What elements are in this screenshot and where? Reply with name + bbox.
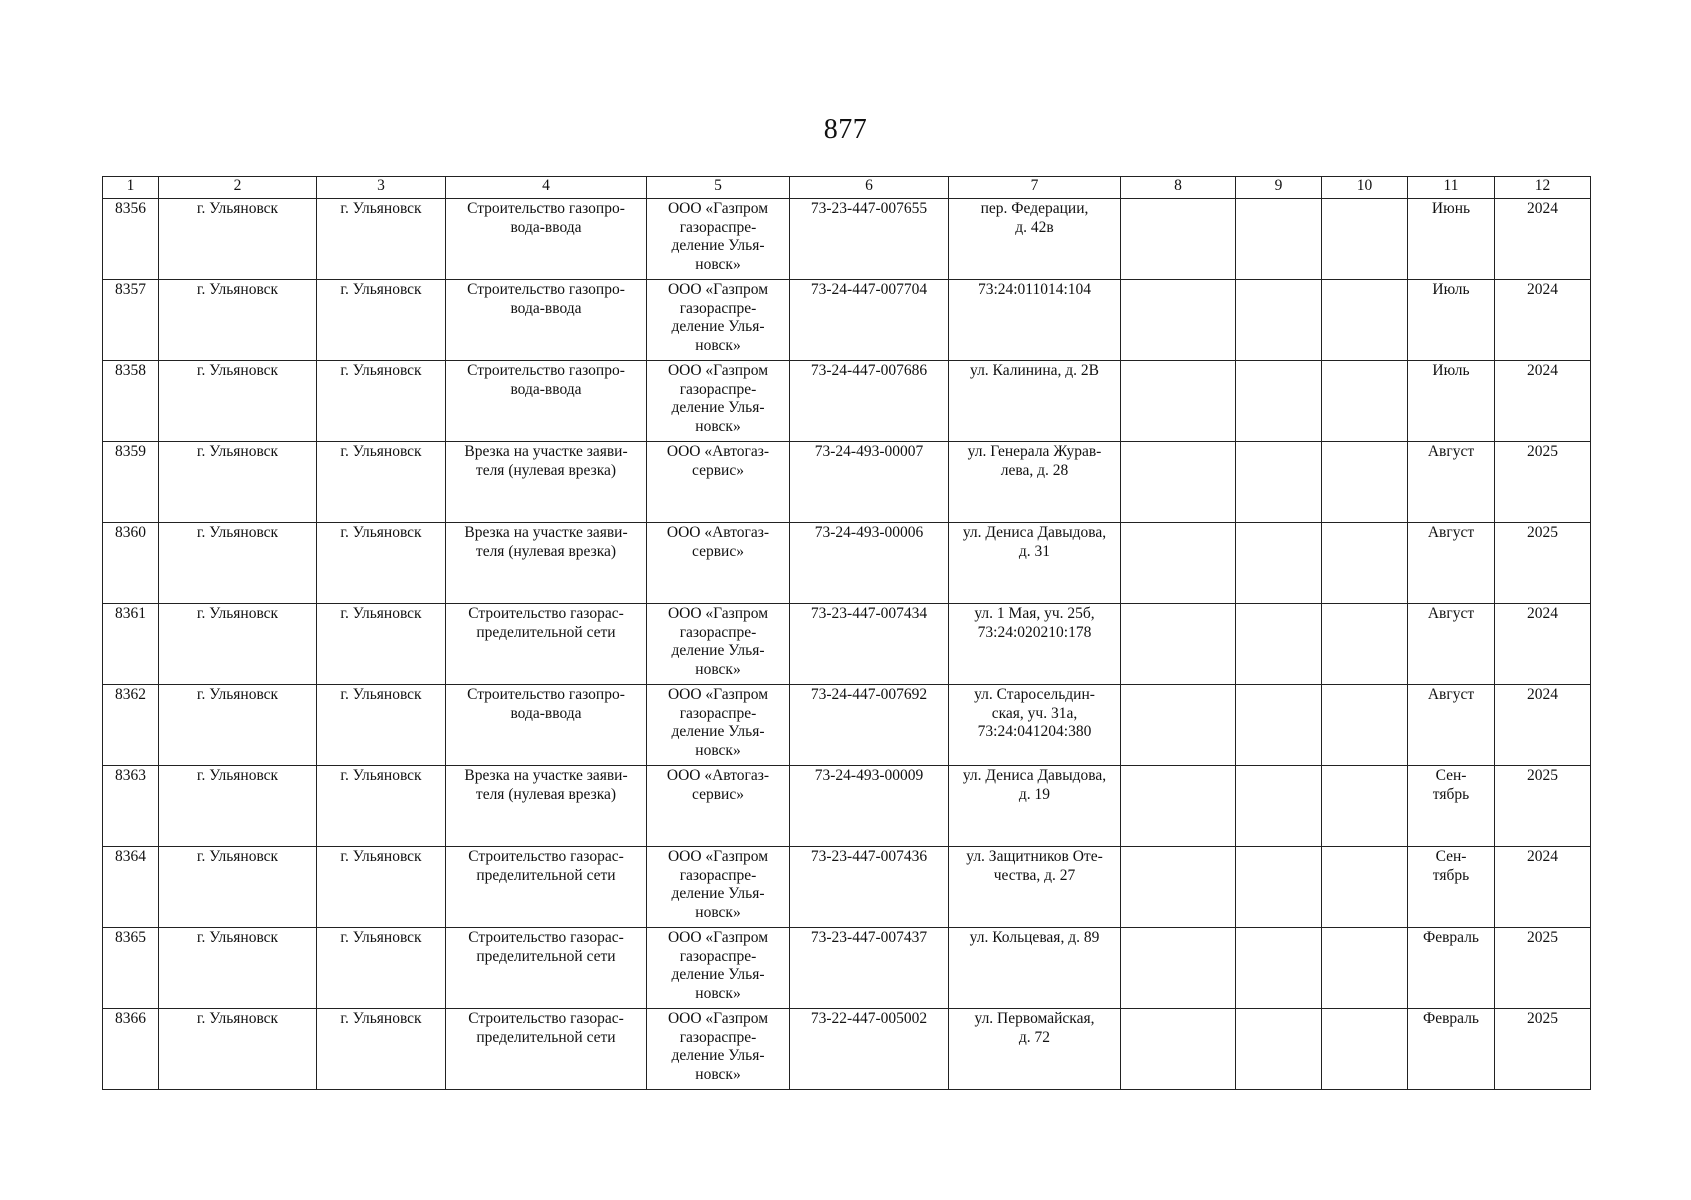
row-number-cell bbox=[103, 766, 159, 847]
column-10-cell bbox=[1322, 766, 1408, 847]
district-cell-text: г. Ульяновск bbox=[196, 443, 279, 460]
organization-cell bbox=[647, 766, 790, 847]
address-cell-text: ул. 1 Мая, уч. 25б, 73:24:020210:178 bbox=[974, 605, 1095, 641]
table-row bbox=[103, 928, 1591, 1009]
work-type-cell-text: Строительство газорас- пределительной сети bbox=[468, 848, 624, 884]
address-cell bbox=[949, 361, 1121, 442]
locality-cell bbox=[317, 928, 446, 1009]
address-cell-text: ул. Первомайская, д. 72 bbox=[974, 1010, 1095, 1046]
address-cell-text: пер. Федерации, д. 42в bbox=[980, 200, 1089, 236]
month-cell bbox=[1408, 766, 1495, 847]
column-8-cell bbox=[1121, 361, 1236, 442]
table-row bbox=[103, 604, 1591, 685]
organization-cell bbox=[647, 847, 790, 928]
column-10-cell bbox=[1322, 685, 1408, 766]
year-cell-text: 2024 bbox=[1527, 362, 1558, 379]
column-9-cell bbox=[1236, 685, 1322, 766]
work-type-cell-text: Строительство газопро- вода-ввода bbox=[467, 686, 625, 722]
district-cell bbox=[159, 442, 317, 523]
column-number: 9 bbox=[1236, 177, 1322, 199]
project-code-cell-text: 73-24-493-00009 bbox=[814, 767, 924, 784]
district-cell bbox=[159, 523, 317, 604]
organization-cell bbox=[647, 685, 790, 766]
month-cell bbox=[1408, 442, 1495, 523]
table-header bbox=[103, 177, 1591, 199]
project-code-cell bbox=[790, 685, 949, 766]
locality-cell bbox=[317, 604, 446, 685]
column-8-cell bbox=[1121, 1009, 1236, 1090]
year-cell-text: 2025 bbox=[1527, 443, 1558, 460]
row-number-cell bbox=[103, 280, 159, 361]
column-9-cell bbox=[1236, 361, 1322, 442]
row-number-cell-text: 8359 bbox=[115, 443, 146, 460]
address-cell-text: 73:24:011014:104 bbox=[977, 281, 1092, 298]
month-cell bbox=[1408, 361, 1495, 442]
address-cell-text: ул. Старосельдин- ская, уч. 31а, 73:24:041204:380 bbox=[974, 686, 1095, 740]
column-9-cell bbox=[1236, 199, 1322, 280]
row-number-cell bbox=[103, 847, 159, 928]
row-number-cell bbox=[103, 199, 159, 280]
district-cell bbox=[159, 685, 317, 766]
row-number-cell-text: 8365 bbox=[115, 929, 146, 946]
row-number-cell bbox=[103, 604, 159, 685]
organization-cell-text: ООО «Автогаз- сервис» bbox=[666, 524, 770, 560]
table-row bbox=[103, 766, 1591, 847]
row-number-cell bbox=[103, 1009, 159, 1090]
work-type-cell-text: Врезка на участке заяви- теля (нулевая врезка) bbox=[464, 443, 628, 479]
district-cell bbox=[159, 766, 317, 847]
locality-cell bbox=[317, 199, 446, 280]
locality-cell-text: г. Ульяновск bbox=[340, 443, 422, 460]
locality-cell bbox=[317, 766, 446, 847]
month-cell-text: Август bbox=[1427, 524, 1475, 541]
organization-cell bbox=[647, 604, 790, 685]
row-number-cell-text: 8356 bbox=[115, 200, 146, 217]
project-code-cell-text: 73-23-447-007436 bbox=[810, 848, 928, 865]
column-8-cell bbox=[1121, 523, 1236, 604]
table-row bbox=[103, 1009, 1591, 1090]
month-cell bbox=[1408, 928, 1495, 1009]
district-cell-text: г. Ульяновск bbox=[196, 686, 279, 703]
district-cell-text: г. Ульяновск bbox=[196, 281, 279, 298]
organization-cell-text: ООО «Газпром газораспре- деление Улья- новск» bbox=[667, 200, 769, 273]
organization-cell bbox=[647, 523, 790, 604]
table-row bbox=[103, 199, 1591, 280]
work-type-cell-text: Строительство газорас- пределительной сети bbox=[468, 929, 624, 965]
district-cell bbox=[159, 847, 317, 928]
column-number: 2 bbox=[159, 177, 317, 199]
column-number: 3 bbox=[317, 177, 446, 199]
column-9-cell bbox=[1236, 604, 1322, 685]
year-cell-text: 2025 bbox=[1527, 929, 1558, 946]
row-number-cell-text: 8364 bbox=[115, 848, 146, 865]
work-type-cell bbox=[446, 199, 647, 280]
work-type-cell-text: Строительство газопро- вода-ввода bbox=[467, 281, 625, 317]
organization-cell bbox=[647, 280, 790, 361]
month-cell-text: Сен- тябрь bbox=[1432, 767, 1470, 803]
district-cell bbox=[159, 280, 317, 361]
column-10-cell bbox=[1322, 523, 1408, 604]
locality-cell bbox=[317, 1009, 446, 1090]
address-cell-text: ул. Дениса Давыдова, д. 31 bbox=[962, 524, 1107, 560]
organization-cell bbox=[647, 361, 790, 442]
organization-cell-text: ООО «Газпром газораспре- деление Улья- новск» bbox=[667, 686, 769, 759]
column-10-cell bbox=[1322, 361, 1408, 442]
column-number: 1 bbox=[103, 177, 159, 199]
address-cell-text: ул. Калинина, д. 2В bbox=[970, 362, 1099, 379]
project-code-cell bbox=[790, 442, 949, 523]
locality-cell-text: г. Ульяновск bbox=[340, 767, 422, 784]
row-number-cell-text: 8362 bbox=[115, 686, 146, 703]
row-number-cell bbox=[103, 442, 159, 523]
work-type-cell bbox=[446, 685, 647, 766]
year-cell bbox=[1495, 280, 1591, 361]
district-cell bbox=[159, 604, 317, 685]
column-9-cell bbox=[1236, 928, 1322, 1009]
column-8-cell bbox=[1121, 847, 1236, 928]
address-cell bbox=[949, 442, 1121, 523]
address-cell bbox=[949, 928, 1121, 1009]
column-8-cell bbox=[1121, 280, 1236, 361]
table-row bbox=[103, 847, 1591, 928]
district-cell-text: г. Ульяновск bbox=[196, 200, 279, 217]
address-cell bbox=[949, 1009, 1121, 1090]
year-cell-text: 2024 bbox=[1527, 200, 1558, 217]
address-cell-text: ул. Защитников Оте- чества, д. 27 bbox=[966, 848, 1103, 884]
table-row bbox=[103, 523, 1591, 604]
column-number-row bbox=[103, 177, 1591, 199]
row-number-cell-text: 8361 bbox=[115, 605, 146, 622]
organization-cell-text: ООО «Автогаз- сервис» bbox=[666, 443, 770, 479]
project-code-cell bbox=[790, 280, 949, 361]
locality-cell-text: г. Ульяновск bbox=[340, 281, 422, 298]
month-cell-text: Февраль bbox=[1422, 929, 1479, 946]
locality-cell-text: г. Ульяновск bbox=[340, 605, 422, 622]
year-cell bbox=[1495, 1009, 1591, 1090]
project-code-cell bbox=[790, 928, 949, 1009]
locality-cell-text: г. Ульяновск bbox=[340, 686, 422, 703]
address-cell bbox=[949, 604, 1121, 685]
column-9-cell bbox=[1236, 847, 1322, 928]
column-10-cell bbox=[1322, 199, 1408, 280]
organization-cell bbox=[647, 442, 790, 523]
month-cell bbox=[1408, 523, 1495, 604]
work-type-cell-text: Врезка на участке заяви- теля (нулевая врезка) bbox=[464, 524, 628, 560]
row-number-cell-text: 8360 bbox=[115, 524, 146, 541]
project-code-cell-text: 73-24-447-007692 bbox=[810, 686, 928, 703]
month-cell-text: Июнь bbox=[1431, 200, 1471, 217]
organization-cell-text: ООО «Газпром газораспре- деление Улья- новск» bbox=[667, 281, 769, 354]
column-8-cell bbox=[1121, 766, 1236, 847]
locality-cell-text: г. Ульяновск bbox=[340, 929, 422, 946]
year-cell-text: 2024 bbox=[1527, 686, 1558, 703]
district-cell bbox=[159, 199, 317, 280]
locality-cell-text: г. Ульяновск bbox=[340, 848, 422, 865]
row-number-cell-text: 8358 bbox=[115, 362, 146, 379]
address-cell bbox=[949, 766, 1121, 847]
row-number-cell-text: 8363 bbox=[115, 767, 146, 784]
organization-cell-text: ООО «Газпром газораспре- деление Улья- новск» bbox=[667, 848, 769, 921]
district-cell-text: г. Ульяновск bbox=[196, 1010, 279, 1027]
work-type-cell-text: Строительство газорас- пределительной сети bbox=[468, 1010, 624, 1046]
project-code-cell bbox=[790, 523, 949, 604]
organization-cell-text: ООО «Газпром газораспре- деление Улья- новск» bbox=[667, 362, 769, 435]
row-number-cell-text: 8366 bbox=[115, 1010, 146, 1027]
work-type-cell bbox=[446, 928, 647, 1009]
column-8-cell bbox=[1121, 199, 1236, 280]
district-cell-text: г. Ульяновск bbox=[196, 767, 279, 784]
work-type-cell-text: Строительство газорас- пределительной сети bbox=[468, 605, 624, 641]
project-code-cell bbox=[790, 847, 949, 928]
work-type-cell bbox=[446, 604, 647, 685]
project-code-cell-text: 73-23-447-007434 bbox=[810, 605, 928, 622]
column-10-cell bbox=[1322, 280, 1408, 361]
year-cell-text: 2025 bbox=[1527, 1010, 1558, 1027]
project-code-cell bbox=[790, 199, 949, 280]
column-number: 4 bbox=[446, 177, 647, 199]
year-cell-text: 2024 bbox=[1527, 848, 1558, 865]
table-row bbox=[103, 361, 1591, 442]
column-8-cell bbox=[1121, 928, 1236, 1009]
month-cell-text: Август bbox=[1427, 605, 1475, 622]
project-code-cell-text: 73-24-493-00006 bbox=[814, 524, 924, 541]
project-code-cell-text: 73-22-447-005002 bbox=[810, 1010, 928, 1027]
project-code-cell bbox=[790, 604, 949, 685]
row-number-cell-text: 8357 bbox=[115, 281, 146, 298]
work-type-cell-text: Врезка на участке заяви- теля (нулевая врезка) bbox=[464, 767, 628, 803]
column-10-cell bbox=[1322, 442, 1408, 523]
column-9-cell bbox=[1236, 280, 1322, 361]
table-row bbox=[103, 685, 1591, 766]
project-code-cell-text: 73-23-447-007655 bbox=[810, 200, 928, 217]
column-number: 11 bbox=[1408, 177, 1495, 199]
organization-cell bbox=[647, 1009, 790, 1090]
project-code-cell bbox=[790, 1009, 949, 1090]
district-cell bbox=[159, 928, 317, 1009]
year-cell bbox=[1495, 847, 1591, 928]
district-cell bbox=[159, 361, 317, 442]
column-number: 8 bbox=[1121, 177, 1236, 199]
column-9-cell bbox=[1236, 442, 1322, 523]
month-cell-text: Сен- тябрь bbox=[1432, 848, 1470, 884]
column-number: 5 bbox=[647, 177, 790, 199]
district-cell bbox=[159, 1009, 317, 1090]
project-code-cell bbox=[790, 361, 949, 442]
locality-cell bbox=[317, 685, 446, 766]
work-type-cell bbox=[446, 523, 647, 604]
column-number: 6 bbox=[790, 177, 949, 199]
table-row bbox=[103, 280, 1591, 361]
work-type-cell bbox=[446, 280, 647, 361]
column-8-cell bbox=[1121, 685, 1236, 766]
month-cell-text: Июль bbox=[1432, 362, 1470, 379]
month-cell bbox=[1408, 199, 1495, 280]
column-number: 12 bbox=[1495, 177, 1591, 199]
column-9-cell bbox=[1236, 766, 1322, 847]
address-cell bbox=[949, 199, 1121, 280]
column-10-cell bbox=[1322, 604, 1408, 685]
locality-cell bbox=[317, 280, 446, 361]
year-cell bbox=[1495, 766, 1591, 847]
work-type-cell-text: Строительство газопро- вода-ввода bbox=[467, 362, 625, 398]
month-cell bbox=[1408, 604, 1495, 685]
month-cell bbox=[1408, 685, 1495, 766]
locality-cell-text: г. Ульяновск bbox=[340, 1010, 422, 1027]
work-type-cell bbox=[446, 766, 647, 847]
column-8-cell bbox=[1121, 604, 1236, 685]
locality-cell bbox=[317, 361, 446, 442]
year-cell bbox=[1495, 523, 1591, 604]
organization-cell-text: ООО «Газпром газораспре- деление Улья- новск» bbox=[667, 605, 769, 678]
year-cell bbox=[1495, 604, 1591, 685]
locality-cell bbox=[317, 523, 446, 604]
column-8-cell bbox=[1121, 442, 1236, 523]
year-cell bbox=[1495, 928, 1591, 1009]
registry-table bbox=[102, 176, 1591, 1090]
work-type-cell bbox=[446, 361, 647, 442]
district-cell-text: г. Ульяновск bbox=[196, 929, 279, 946]
month-cell bbox=[1408, 1009, 1495, 1090]
organization-cell bbox=[647, 928, 790, 1009]
district-cell-text: г. Ульяновск bbox=[196, 605, 279, 622]
organization-cell-text: ООО «Газпром газораспре- деление Улья- новск» bbox=[667, 929, 769, 1002]
table-row bbox=[103, 442, 1591, 523]
month-cell bbox=[1408, 847, 1495, 928]
work-type-cell bbox=[446, 1009, 647, 1090]
organization-cell-text: ООО «Автогаз- сервис» bbox=[666, 767, 770, 803]
month-cell-text: Август bbox=[1427, 443, 1475, 460]
year-cell-text: 2025 bbox=[1527, 524, 1558, 541]
address-cell-text: ул. Дениса Давыдова, д. 19 bbox=[962, 767, 1107, 803]
column-9-cell bbox=[1236, 1009, 1322, 1090]
address-cell bbox=[949, 280, 1121, 361]
address-cell-text: ул. Генерала Журав- лева, д. 28 bbox=[967, 443, 1102, 479]
work-type-cell bbox=[446, 442, 647, 523]
year-cell bbox=[1495, 442, 1591, 523]
row-number-cell bbox=[103, 928, 159, 1009]
year-cell-text: 2025 bbox=[1527, 767, 1558, 784]
work-type-cell bbox=[446, 847, 647, 928]
month-cell-text: Июль bbox=[1432, 281, 1470, 298]
district-cell-text: г. Ульяновск bbox=[196, 848, 279, 865]
locality-cell-text: г. Ульяновск bbox=[340, 362, 422, 379]
project-code-cell-text: 73-24-447-007704 bbox=[810, 281, 928, 298]
year-cell bbox=[1495, 685, 1591, 766]
column-10-cell bbox=[1322, 847, 1408, 928]
row-number-cell bbox=[103, 523, 159, 604]
address-cell bbox=[949, 523, 1121, 604]
row-number-cell bbox=[103, 685, 159, 766]
month-cell bbox=[1408, 280, 1495, 361]
organization-cell-text: ООО «Газпром газораспре- деление Улья- новск» bbox=[667, 1010, 769, 1083]
work-type-cell-text: Строительство газопро- вода-ввода bbox=[467, 200, 625, 236]
column-number: 10 bbox=[1322, 177, 1408, 199]
project-code-cell bbox=[790, 766, 949, 847]
column-10-cell bbox=[1322, 928, 1408, 1009]
year-cell-text: 2024 bbox=[1527, 281, 1558, 298]
project-code-cell-text: 73-24-447-007686 bbox=[810, 362, 928, 379]
locality-cell bbox=[317, 442, 446, 523]
address-cell-text: ул. Кольцевая, д. 89 bbox=[969, 929, 1100, 946]
column-10-cell bbox=[1322, 1009, 1408, 1090]
project-code-cell-text: 73-24-493-00007 bbox=[814, 443, 924, 460]
district-cell-text: г. Ульяновск bbox=[196, 362, 279, 379]
year-cell bbox=[1495, 361, 1591, 442]
district-cell-text: г. Ульяновск bbox=[196, 524, 279, 541]
table-body bbox=[103, 199, 1591, 1090]
locality-cell bbox=[317, 847, 446, 928]
year-cell-text: 2024 bbox=[1527, 605, 1558, 622]
address-cell bbox=[949, 847, 1121, 928]
organization-cell bbox=[647, 199, 790, 280]
address-cell bbox=[949, 685, 1121, 766]
locality-cell-text: г. Ульяновск bbox=[340, 524, 422, 541]
page-number: 877 bbox=[823, 114, 868, 145]
project-code-cell-text: 73-23-447-007437 bbox=[810, 929, 928, 946]
locality-cell-text: г. Ульяновск bbox=[340, 200, 422, 217]
month-cell-text: Август bbox=[1427, 686, 1475, 703]
column-9-cell bbox=[1236, 523, 1322, 604]
year-cell bbox=[1495, 199, 1591, 280]
month-cell-text: Февраль bbox=[1422, 1010, 1479, 1027]
row-number-cell bbox=[103, 361, 159, 442]
column-number: 7 bbox=[949, 177, 1121, 199]
